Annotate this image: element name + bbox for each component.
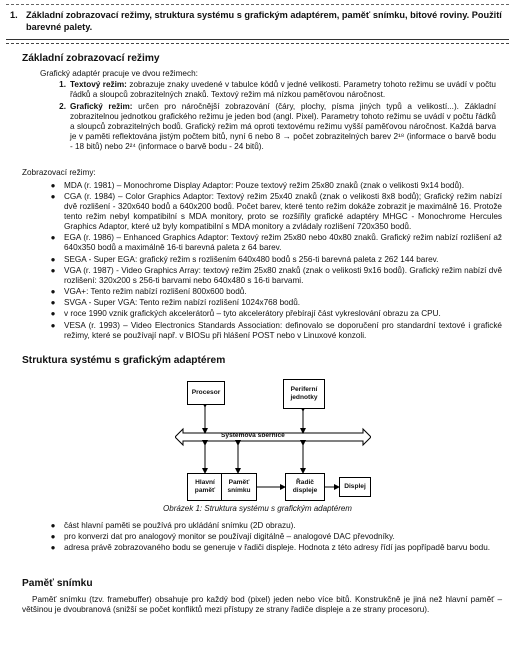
list-item: ● SVGA - Super VGA: Tento režim nabízí rozlišení 1024x768 bodů. xyxy=(50,298,301,308)
chapter-heading xyxy=(10,10,508,33)
heading-divider xyxy=(6,39,509,44)
section-title-structure: Struktura systému s grafickým adaptérem xyxy=(22,355,226,366)
list-item: 1. Textový režim: zobrazuje znaky uvedené v tabulce kódů v jedné velikosti. Parametry tohoto režimu se uvádí v počtu řádků a sloupců zobrazitelných znaků. Textový režim má nízkou paměťovou náročnost. xyxy=(59,80,496,99)
list-item: ● část hlavní paměti se používá pro ukládání snímku (2D obrazu). xyxy=(50,521,296,530)
main-memory-box: Hlavní paměť xyxy=(187,473,223,501)
list-item: 2. Grafický režim: určen pro náročnější zobrazování (čáry, plochy, písma jiných typů a velikostí...). Základní zobrazitelnou jednotkou grafického režimu je jeden bod (angl. Pixel). Parametry tohoto režimu se uvádí v počtu řádků a sloupců zobrazitelných bodů. Grafický režim má oproti textovému režimu vyšší paměťovou náročnost. Každá barva je v paměti reflektována jistým počtem bitů, nyní 6 nebo 8 → počet zobrazitelných barev 2¹⁸ (informace o barvě bodu - 18 bitů) nebo 2²⁴ (informace o barvě bodu - 24 bitů). xyxy=(59,102,496,151)
list-item: ● VESA (r. 1993) – Video Electronics Standards Association: definovalo se doporučení pro standardní textové i grafické režimy, které se používají např. v BIOSu při hlášení POST nebo v Linuxové konzoli. xyxy=(50,320,502,340)
section-title-modes: Základní zobrazovací režimy xyxy=(22,53,160,64)
chapter-number: 1. xyxy=(10,10,18,20)
modes-intro: Grafický adaptér pracuje ve dvou režimech: xyxy=(40,69,198,78)
list-item: ● VGA+: Tento režim nabízí rozlišení 800x600 bodů. xyxy=(50,286,247,296)
list-item: ● MDA (r. 1981) – Monochrome Display Adaptor: Pouze textový režim 25x80 znaků (znak o velikosti 9x14 bodů). xyxy=(50,181,465,190)
list-item: ● pro konverzi dat pro analogový monitor se používají digitálně – analogové DAC převodníky. xyxy=(50,532,395,542)
display-modes-heading: Zobrazovací režimy: xyxy=(22,168,96,177)
processor-box: Procesor xyxy=(187,381,225,405)
list-item: ● v roce 1990 vznik grafických akcelerátorů – tyto akcelerátory přebírají část vykreslování obrazu za CPU. xyxy=(50,309,441,319)
display-modes-list xyxy=(42,181,502,342)
system-structure-diagram xyxy=(175,375,371,503)
chapter-title: Základní zobrazovací režimy, struktura systému s grafickým adaptérem, paměť snímku, bitové roviny. Použití barevné palety. xyxy=(26,10,502,32)
display-box: Displej xyxy=(339,477,371,497)
modes-section-body xyxy=(30,69,502,154)
structure-bullets xyxy=(42,521,502,555)
system-bus-label: Systémová sběrnice xyxy=(221,432,285,439)
list-item: ● EGA (r. 1986) – Enhanced Graphics Adaptor: Textový režim 25x80 nebo 40x80 znaků. Grafický režim nabízí rozlišení až 640x350 bodů a maximálně 16-ti barevná paleta z 64 barev. xyxy=(50,233,502,253)
figure-caption: Obrázek 1: Struktura systému s grafickým adaptérem xyxy=(163,504,352,513)
list-item: ● SEGA - Super EGA: grafický režim s rozlišením 640x480 bodů s 256-ti barevná paleta z 262 144 barev. xyxy=(50,254,439,264)
display-controller-box: Řadič displeje xyxy=(285,473,325,501)
mode-list xyxy=(50,80,496,152)
framebuffer-paragraph: Paměť snímku (tzv. framebuffer) obsahuje pro každý bod (pixel) jeden nebo více bitů. Konstrukčně je jiná než hlavní paměť – většinou je dvoubranová (snižší se počet konfliktů mezi přístupy ze strany řadiče displeje a ze strany procesoru). xyxy=(22,595,502,614)
top-divider xyxy=(6,4,509,5)
list-item: ● adresa právě zobrazovaného bodu se generuje v řadiči displeje. Hodnota z této adresy řídí jas popřípadě barvu bodu. xyxy=(50,543,491,553)
peripherals-box: Periferní jednotky xyxy=(283,379,325,409)
section-title-framebuffer: Paměť snímku xyxy=(22,578,93,589)
list-item: ● VGA (r. 1987) - Video Graphics Array: textový režim 25x80 znaků (znak o velikosti 9x16 bodů). Grafický režim nabízí dvě rozlišení: 320x200 s 256-ti barvami nebo 640x480 s 16-ti barvami. xyxy=(50,265,502,285)
frame-memory-box: Paměť snímku xyxy=(221,473,257,501)
list-item: ● CGA (r. 1984) – Color Graphics Adaptor: Textový režim 25x40 znaků (znak o velikosti 8x8 bodů); Grafický režim nabízí dvě rozlišení - 320x640 bodů a 640x200 bodů. Počet barev, které tento režim dokáže zobrazit je maximálně 16. Protože tento režim nebyl kompatibilní s MDA monitory, proto se rozšířily grafické adaptéry MHGC - Monochrome Hercules Graphics Adaptor, které už byly kompatibilní s MDA monitory a zvládaly rozlišení 720x350 bodů. xyxy=(50,192,502,232)
